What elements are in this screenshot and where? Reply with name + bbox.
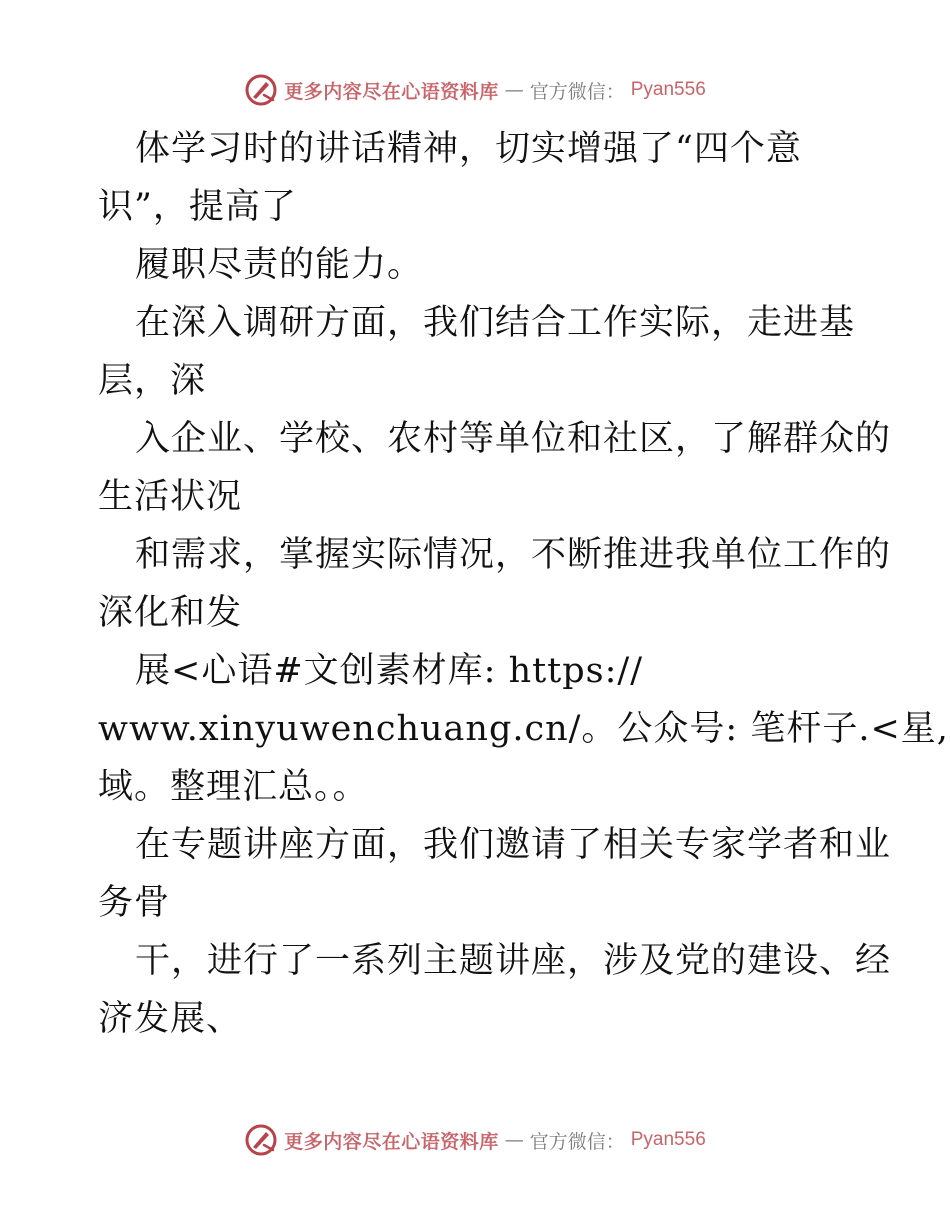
- text-line: 生活状况: [98, 477, 243, 517]
- quill-logo-icon: [244, 73, 278, 107]
- text-line: 和需求，掌握实际情况，不断推进我单位工作的: [135, 535, 892, 575]
- footer-wechat-label: 官方微信：: [529, 1130, 625, 1153]
- text-line: www.xinyuwenchuang.cn/。公众号: 笔杆子.<星,: [98, 709, 949, 749]
- text-line: 干，进行了一系列主题讲座，涉及党的建设、经: [135, 941, 892, 981]
- text-line: 在深入调研方面，我们结合工作实际，走进基: [135, 303, 856, 343]
- text-line: 济发展、: [98, 999, 243, 1039]
- footer-site-text: 更多内容尽在心语资料库: [284, 1130, 499, 1153]
- document-body: [98, 120, 949, 1048]
- text-line: 体学习时的讲话精神，切实增强了“四个意: [135, 129, 802, 169]
- text-line: 务骨: [98, 883, 171, 923]
- text-line: 展<心语#文创素材库: https://: [135, 651, 643, 691]
- text-line: 识”，提高了: [98, 187, 297, 227]
- text-line: 在专题讲座方面，我们邀请了相关专家学者和业: [135, 825, 892, 865]
- header-site-text: 更多内容尽在心语资料库: [284, 80, 499, 103]
- text-line: 深化和发: [98, 593, 243, 633]
- footer-banner: [0, 1120, 950, 1160]
- text-line: 层，深: [98, 361, 207, 401]
- footer-separator: —: [504, 1129, 524, 1151]
- text-line: 履职尽责的能力。: [135, 245, 424, 285]
- header-wechat-label: 官方微信：: [529, 80, 625, 103]
- text-line: 域。整理汇总。。: [98, 767, 369, 807]
- header-banner: [0, 70, 950, 110]
- footer-wechat-id: Pyan556: [630, 1129, 706, 1150]
- header-separator: —: [504, 79, 524, 101]
- text-line: 入企业、学校、农村等单位和社区，了解群众的: [135, 419, 892, 459]
- quill-logo-icon: [244, 1123, 278, 1157]
- header-wechat-id: Pyan556: [630, 79, 706, 100]
